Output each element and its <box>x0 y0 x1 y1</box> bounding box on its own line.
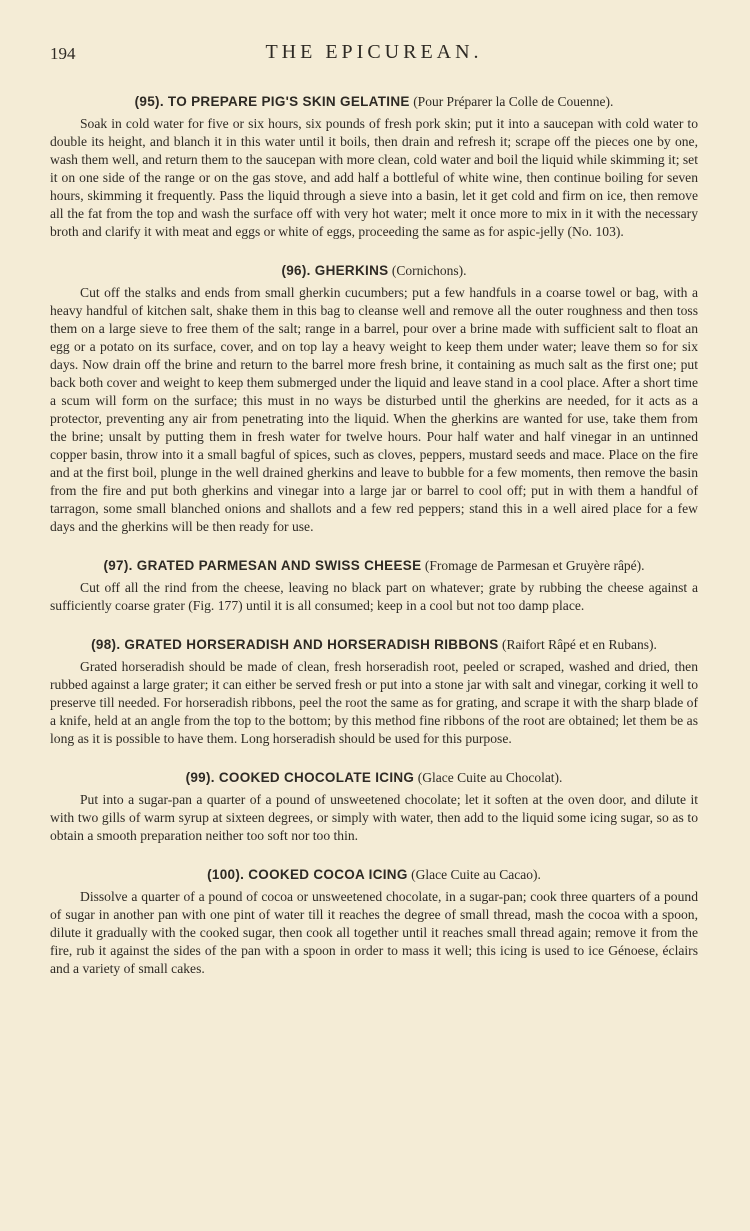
recipe-title: (95). TO PREPARE PIG'S SKIN GELATINE <box>134 94 410 109</box>
recipe-heading <box>50 558 698 575</box>
recipe-body: Cut off the stalks and ends from small gherkin cucumbers; put a few handfuls in a coarse towel or bag, with a heavy handful of kitchen salt, shake them in this bag to cleanse well and remove all the outer roughness and then toss them on a large sieve to free them of the salt; range in a barrel, pour over a brine made with sufficient salt to float an egg or a potato on its surface, cover, and on top lay a heavy weight to keep them under water; leave them so for six days. Now drain off the brine and return to the barrel more fresh brine, it containing as much salt as the first one; put back both cover and weight to keep them submerged under the liquid and leave stand in a cool place. After a short time a scum will form on the surface; this must in no ways be disturbed until the gherkins are needed, for it acts as a protector, preventing any air from penetrating into the liquid. When the gherkins are wanted for use, take them from the brine; unsalt by putting them in fresh water for twelve hours. Pour half water and half vinegar in an untinned copper basin, throw into it a small bagful of spices, such as cloves, peppers, mustard seeds and mace. Place on the fire and at the first boil, plunge in the well drained gherkins and leave to bubble for a few moments, then remove the basin from the fire and put both gherkins and vinegar into a large jar or barrel to cool off; put in with them a handful of tarragon, some small blanched onions and shallots and a few red peppers; stand this in a well aired place for a few days and the gherkins will be then ready for use. <box>50 285 698 534</box>
recipe-98 <box>50 637 698 748</box>
recipe-body: Cut off all the rind from the cheese, leaving no black part on whatever; grate by rubbing the cheese against a sufficiently coarse grater (Fig. 177) until it is all consumed; keep in a cool but not too damp place. <box>50 580 698 613</box>
recipe-title: (98). GRATED HORSERADISH AND HORSERADISH RIBBONS <box>91 637 499 652</box>
running-title: THE EPICUREAN. <box>265 41 483 63</box>
recipe-title: (97). GRATED PARMESAN AND SWISS CHEESE <box>103 558 422 573</box>
running-head <box>50 41 698 70</box>
recipe-100 <box>50 867 698 978</box>
recipe-heading <box>50 94 698 111</box>
recipe-heading <box>50 867 698 884</box>
recipe-99 <box>50 770 698 845</box>
recipe-97 <box>50 558 698 615</box>
recipe-french-title: (Fromage de Parmesan et Gruyère râpé). <box>424 558 645 573</box>
recipe-french-title: (Glace Cuite au Cacao). <box>411 867 541 882</box>
recipe-title: (99). COOKED CHOCOLATE ICING <box>185 770 415 785</box>
book-page <box>0 41 750 1231</box>
recipe-body: Put into a sugar-pan a quarter of a pound of unsweetened chocolate; let it soften at the oven door, and dilute it with two gills of warm syrup at sixteen degrees, or simply with water, then add to the liquid some icing sugar, so as to obtain a smooth preparation neither too soft nor too thin. <box>50 792 698 843</box>
recipe-heading <box>50 263 698 280</box>
recipe-heading <box>50 637 698 654</box>
page-number: 194 <box>50 44 76 63</box>
recipe-body: Dissolve a quarter of a pound of cocoa or unsweetened chocolate, in a sugar-pan; cook three quarters of a pound of sugar in another pan with one pint of water till it reaches the degree of small thread, mash the cocoa with a spoon, dilute it gradually with the cooked sugar, then cook all together until it reaches small thread again; remove it from the fire, rub it against the sides of the pan with a spoon in order to mass it well; this icing is used to ice Génoese, éclairs and a variety of small cakes. <box>50 889 698 976</box>
recipe-french-title: (Cornichons). <box>391 263 467 278</box>
recipe-title: (96). GHERKINS <box>281 263 389 278</box>
recipe-heading <box>50 770 698 787</box>
recipe-french-title: (Raifort Râpé et en Rubans). <box>502 637 657 652</box>
recipe-french-title: (Pour Préparer la Colle de Couenne). <box>413 94 614 109</box>
recipe-title: (100). COOKED COCOA ICING <box>207 867 408 882</box>
recipe-french-title: (Glace Cuite au Chocolat). <box>417 770 563 785</box>
recipe-95 <box>50 94 698 241</box>
recipe-body: Soak in cold water for five or six hours, six pounds of fresh pork skin; put it into a saucepan with cold water to double its height, and blanch it in this water until it boils, then drain and refresh it; scrape off the pieces one by one, wash them well, and return them to the saucepan with more clean, cold water and boil the liquid while skimming it; set it on one side of the range or on the gas stove, and add half a bottleful of white wine, then continue boiling for seven hours, skimming it frequently. Pass the liquid through a sieve into a basin, let it get cold and firm on ice, then remove all the fat from the top and wash the surface off with very hot water; melt it once more to mix in it with the necessary broth and clarify it with meat and eggs or white of eggs, proceeding the same as for aspic-jelly (No. 103). <box>50 116 698 239</box>
recipe-body: Grated horseradish should be made of clean, fresh horseradish root, peeled or scraped, washed and dried, then rubbed against a large grater; it can either be served fresh or put into a stone jar with salt and vinegar, corking it well to preserve till needed. For horseradish ribbons, peel the root the same as for grating, and scrape it with the sharp blade of a knife, held at an angle from the top to the bottom; by this method fine ribbons of the root are obtained; let them be as long as it is possible to have them. Long horseradish should be used for this purpose. <box>50 659 698 746</box>
recipe-96 <box>50 263 698 536</box>
